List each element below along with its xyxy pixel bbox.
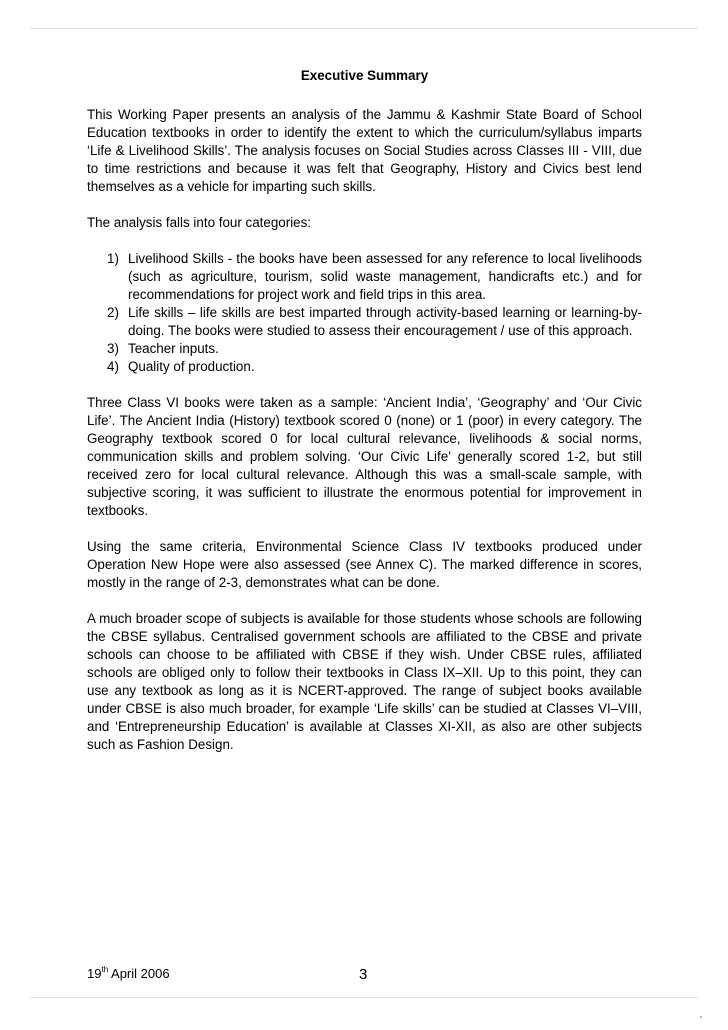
list-item-number: 1)	[107, 251, 119, 266]
corner-mark	[700, 1016, 702, 1018]
list-item-number: 4)	[107, 359, 119, 374]
footer-date-rest: April 2006	[108, 966, 170, 981]
footer-date	[87, 966, 170, 981]
categories-list	[87, 250, 642, 376]
findings-paragraph-evs: Using the same criteria, Environmental Science Class IV textbooks produced under Operation New Hope were also assessed (see Annex C). The marked difference in scores, mostly in the range of 2-3, demonstrates what can be done.	[87, 539, 642, 590]
list-item-text: Teacher inputs.	[128, 341, 219, 356]
top-divider	[30, 28, 698, 29]
page-number: 3	[359, 966, 368, 983]
list-item-number: 3)	[107, 341, 119, 356]
list-item	[87, 340, 642, 358]
list-item-text: Quality of production.	[128, 359, 255, 374]
list-item	[87, 250, 642, 304]
document-title: Executive Summary	[300, 68, 429, 83]
list-item-text: Life skills – life skills are best imparted through activity-based learning or learning-by-doing. The books were studied to assess their encouragement / use of this approach.	[128, 305, 642, 338]
findings-paragraph-sample: Three Class VI books were taken as a sample: ‘Ancient India’, ‘Geography’ and ‘Our Civic Life’. The Ancient India (History) textbook scored 0 (none) or 1 (poor) in every category. The Geography textbook scored 0 for local cultural relevance, livelihoods & social norms, communication skills and problem solving. ‘Our Civic Life’ generally scored 1-2, but still received zero for local cultural relevance. Although this was a small-scale sample, with subjective scoring, it was sufficient to illustrate the enormous potential for improvement in textbooks.	[87, 395, 642, 518]
footer-date-day: 19	[87, 966, 102, 981]
footer-date-suffix: th	[101, 965, 109, 974]
categories-intro: The analysis falls into four categories:	[87, 215, 312, 230]
list-item-text: Livelihood Skills - the books have been assessed for any reference to local livelihoods (such as agriculture, tourism, solid waste management, handicrafts etc.) and for recommendations for project work and field trips in this area.	[128, 251, 642, 302]
list-item	[87, 358, 642, 376]
bottom-divider	[30, 997, 698, 998]
list-item-number: 2)	[107, 305, 119, 320]
findings-paragraph-cbse: A much broader scope of subjects is available for those students whose schools are following the CBSE syllabus. Centralised government schools are affiliated to the CBSE and private schools can choose to be affiliated with CBSE if they wish. Under CBSE rules, affiliated schools are obliged only to follow their textbooks in Class IX–XII. Up to this point, they can use any textbook as long as it is NCERT-approved. The range of subject books available under CBSE is also much broader, for example ‘Life skills’ can be studied at Classes VI–VIII, and ‘Entrepreneurship Education’ is available at Classes XI-XII, as also are other subjects such as Fashion Design.	[87, 611, 642, 752]
list-item	[87, 304, 642, 340]
document-body	[87, 67, 642, 772]
intro-paragraph: This Working Paper presents an analysis of the Jammu & Kashmir State Board of School Education textbooks in order to identify the extent to which the curriculum/syllabus imparts ‘Life & Livelihood Skills’. The analysis focuses on Social Studies across Classes III - VIII, due to time restrictions and because it was felt that Geography, History and Civics best lend themselves as a vehicle for imparting such skills.	[87, 107, 642, 194]
